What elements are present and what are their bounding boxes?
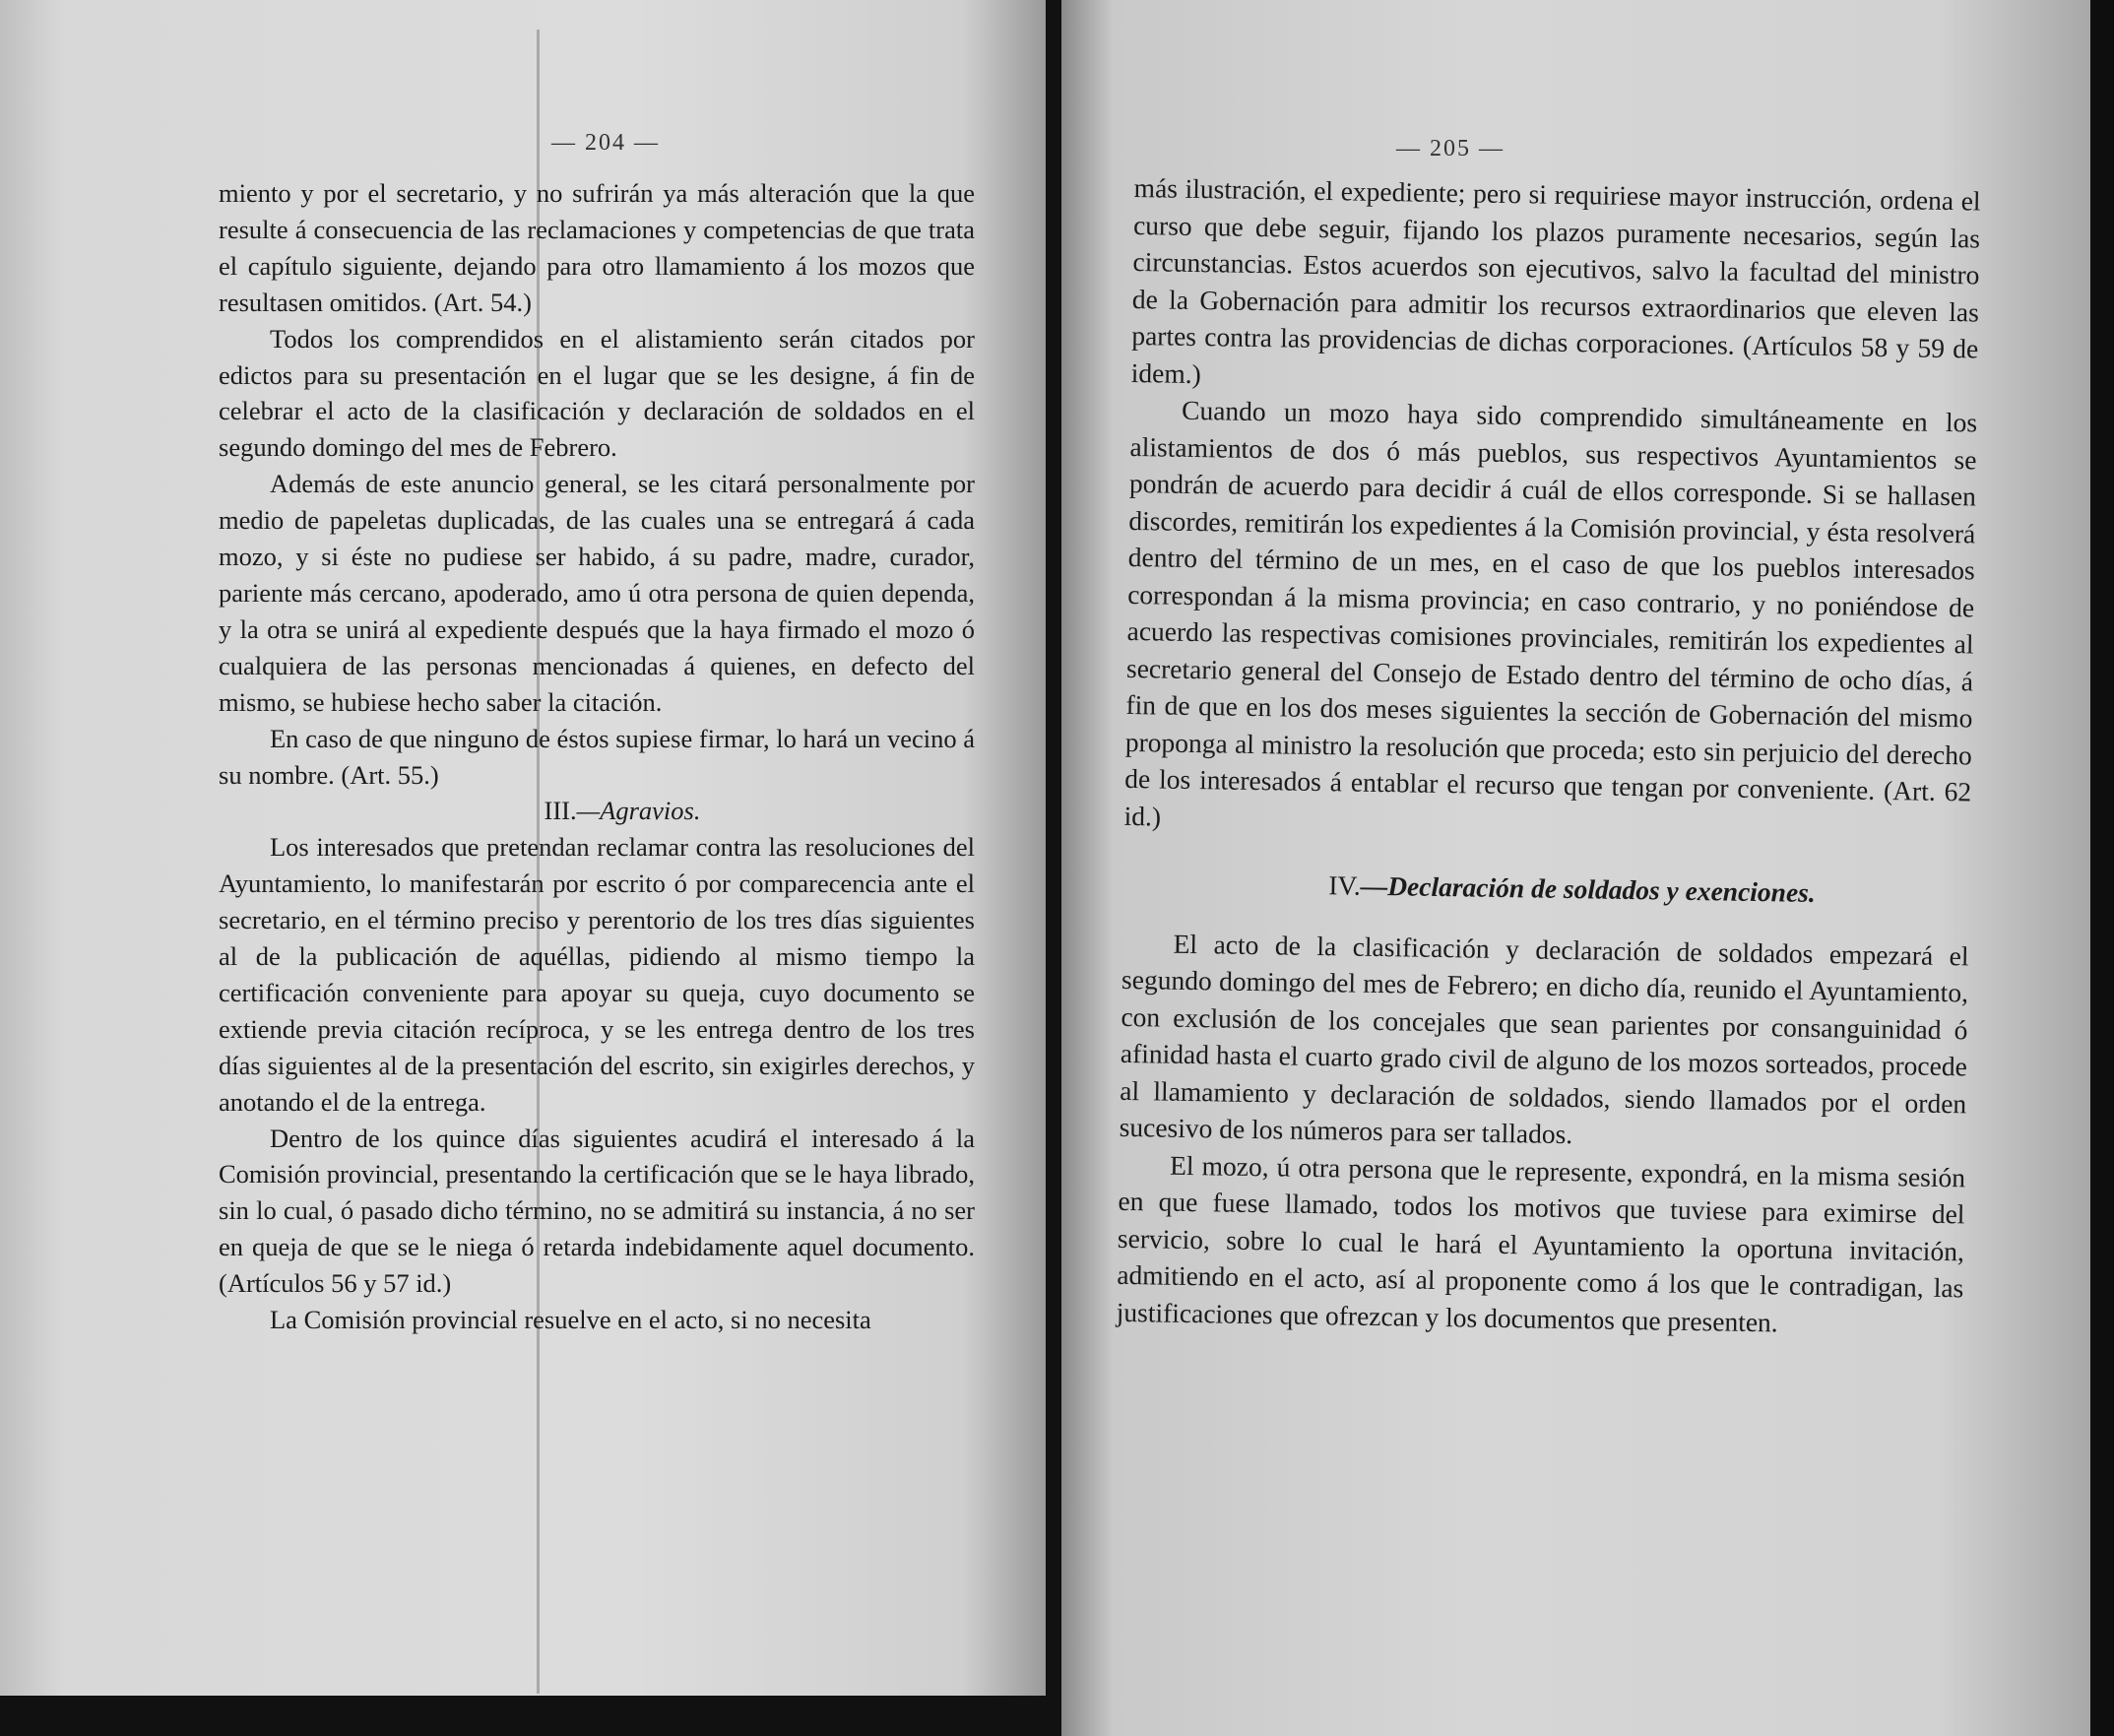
section-number: IV. (1328, 869, 1361, 901)
paragraph: miento y por el secretario, y no sufrirán ya más alteración que la que resulte á consecuencia de las reclamaciones y competencias de que trata el capítulo siguiente, dejando para otro llamamiento á los mozos que resultasen omitidos. (Art. 54.) (219, 178, 975, 317)
paragraph: Todos los comprendidos en el alistamiento serán citados por edictos para su presentación en el lugar que se les designe, á fin de celebrar el acto de la clasificación y declaración de soldados en el segundo domingo del mes de Febrero. (219, 323, 975, 463)
paragraph: Cuando un mozo haya sido comprendido simultáneamente en los alistamientos de dos ó más pueblos, sus respectivos Ayuntamientos se pondrán de acuerdo para decidir á cuál de ellos corresponde. Si se hallasen discordes, remitirán los expedientes á la Comisión provincial, y ésta resolverá dentro del término de un mes, en el caso de que los pueblos interesados correspondan á la misma provincia; en caso contrario, y no poniéndose de acuerdo las respectivas comisiones provinciales, remitirán los expedientes al secretario general del Consejo de Estado dentro del término de ocho días, á fin de que en los dos meses siguientes la sección de Gobernación del mismo proponga al ministro la resolución que proceda; esto sin perjuicio del derecho de los interesados á entablar el recurso que tengan por conveniente. (Art. 62 id.) (1123, 394, 1978, 832)
section-number: III. (544, 796, 577, 826)
section-heading (219, 793, 975, 829)
section-title: —Declaración de soldados y exenciones. (1360, 869, 1817, 908)
page-number: — 204 — (551, 130, 660, 156)
left-page (0, 0, 1046, 1736)
page-body (219, 175, 975, 1338)
scan-right-edge (2090, 0, 2114, 1736)
paragraph: La Comisión provincial resuelve en el acto, si no necesita (270, 1305, 871, 1335)
paragraph: más ilustración, el expediente; pero si requiriese mayor instrucción, ordena el curso que debe seguir, fijando los plazos puramente necesarios, según las circunstancias. Estos acuerdos son ejecutivos, salvo la facultad del ministro de la Gobernación para admitir los recursos extraordinarios que eleven las partes contra las providencias de dichas corporaciones. (Artículos 58 y 59 de idem.) (1130, 171, 1981, 389)
paragraph: En caso de que ninguno de éstos supiese firmar, lo hará un vecino á su nombre. (Art. 55.) (219, 723, 975, 790)
paragraph: El mozo, ú otra persona que le represente, expondrá, en la misma sesión en que fuese llamado, todos los motivos que tuviese para eximirse del servicio, sobre lo cual le hará el Ayuntamiento la oportuna invitación, admitiendo en el acto, así al proponente como á los que le contradigan, las justificaciones que ofrezcan y los documentos que presenten. (1116, 1149, 1966, 1337)
paragraph: Además de este anuncio general, se les citará personalmente por medio de papeletas duplicadas, de las cuales una se entregará á cada mozo, y si éste no pudiese ser habido, á su padre, madre, curador, pariente más cercano, apoderado, amo ú otra persona de quien dependa, y la otra se unirá al expediente después que la haya firmado el mozo ó cualquiera de las personas mencionadas á quienes, en defecto del mismo, se hubiese hecho saber la citación. (219, 469, 975, 717)
paragraph: El acto de la clasificación y declaración de soldados empezará el segundo domingo del mes de Febrero; en dicho día, reunido el Ayuntamiento, con exclusión de los concejales que sean parientes por consanguinidad ó afinidad hasta el cuarto grado civil de alguno de los mozos sorteados, procede al llamamiento y declaración de soldados, siendo llamados por el orden sucesivo de los números para ser tallados. (1119, 928, 1969, 1150)
section-heading (1122, 864, 1969, 914)
page-body (1116, 169, 1980, 1343)
page-number: — 205 — (1396, 136, 1505, 161)
book-gutter (1046, 0, 1061, 1736)
scan-bottom-edge (0, 1696, 1046, 1736)
section-title: —Agravios. (576, 796, 701, 826)
paragraph: Los interesados que pretendan reclamar contra las resoluciones del Ayuntamiento, lo manifestarán por escrito ó por comparecencia ante el secretario, en el término preciso y perentorio de los tres días siguientes al de la publicación de aquéllas, pidiendo al mismo tiempo la certificación conveniente para apoyar su queja, cuyo documento se extiende previa citación recíproca, y se les entrega dentro de los tres días siguientes al de la presentación del escrito, sin exigirles derechos, y anotando el de la entrega. (219, 832, 975, 1117)
right-page (1061, 0, 2090, 1736)
paragraph: Dentro de los quince días siguientes acudirá el interesado á la Comisión provincial, presentando la certificación que se le haya librado, sin lo cual, ó pasado dicho término, no se admitirá su instancia, á no ser en queja de que se le niega ó retarda indebidamente aquel documento. (Artículos 56 y 57 id.) (219, 1123, 975, 1299)
